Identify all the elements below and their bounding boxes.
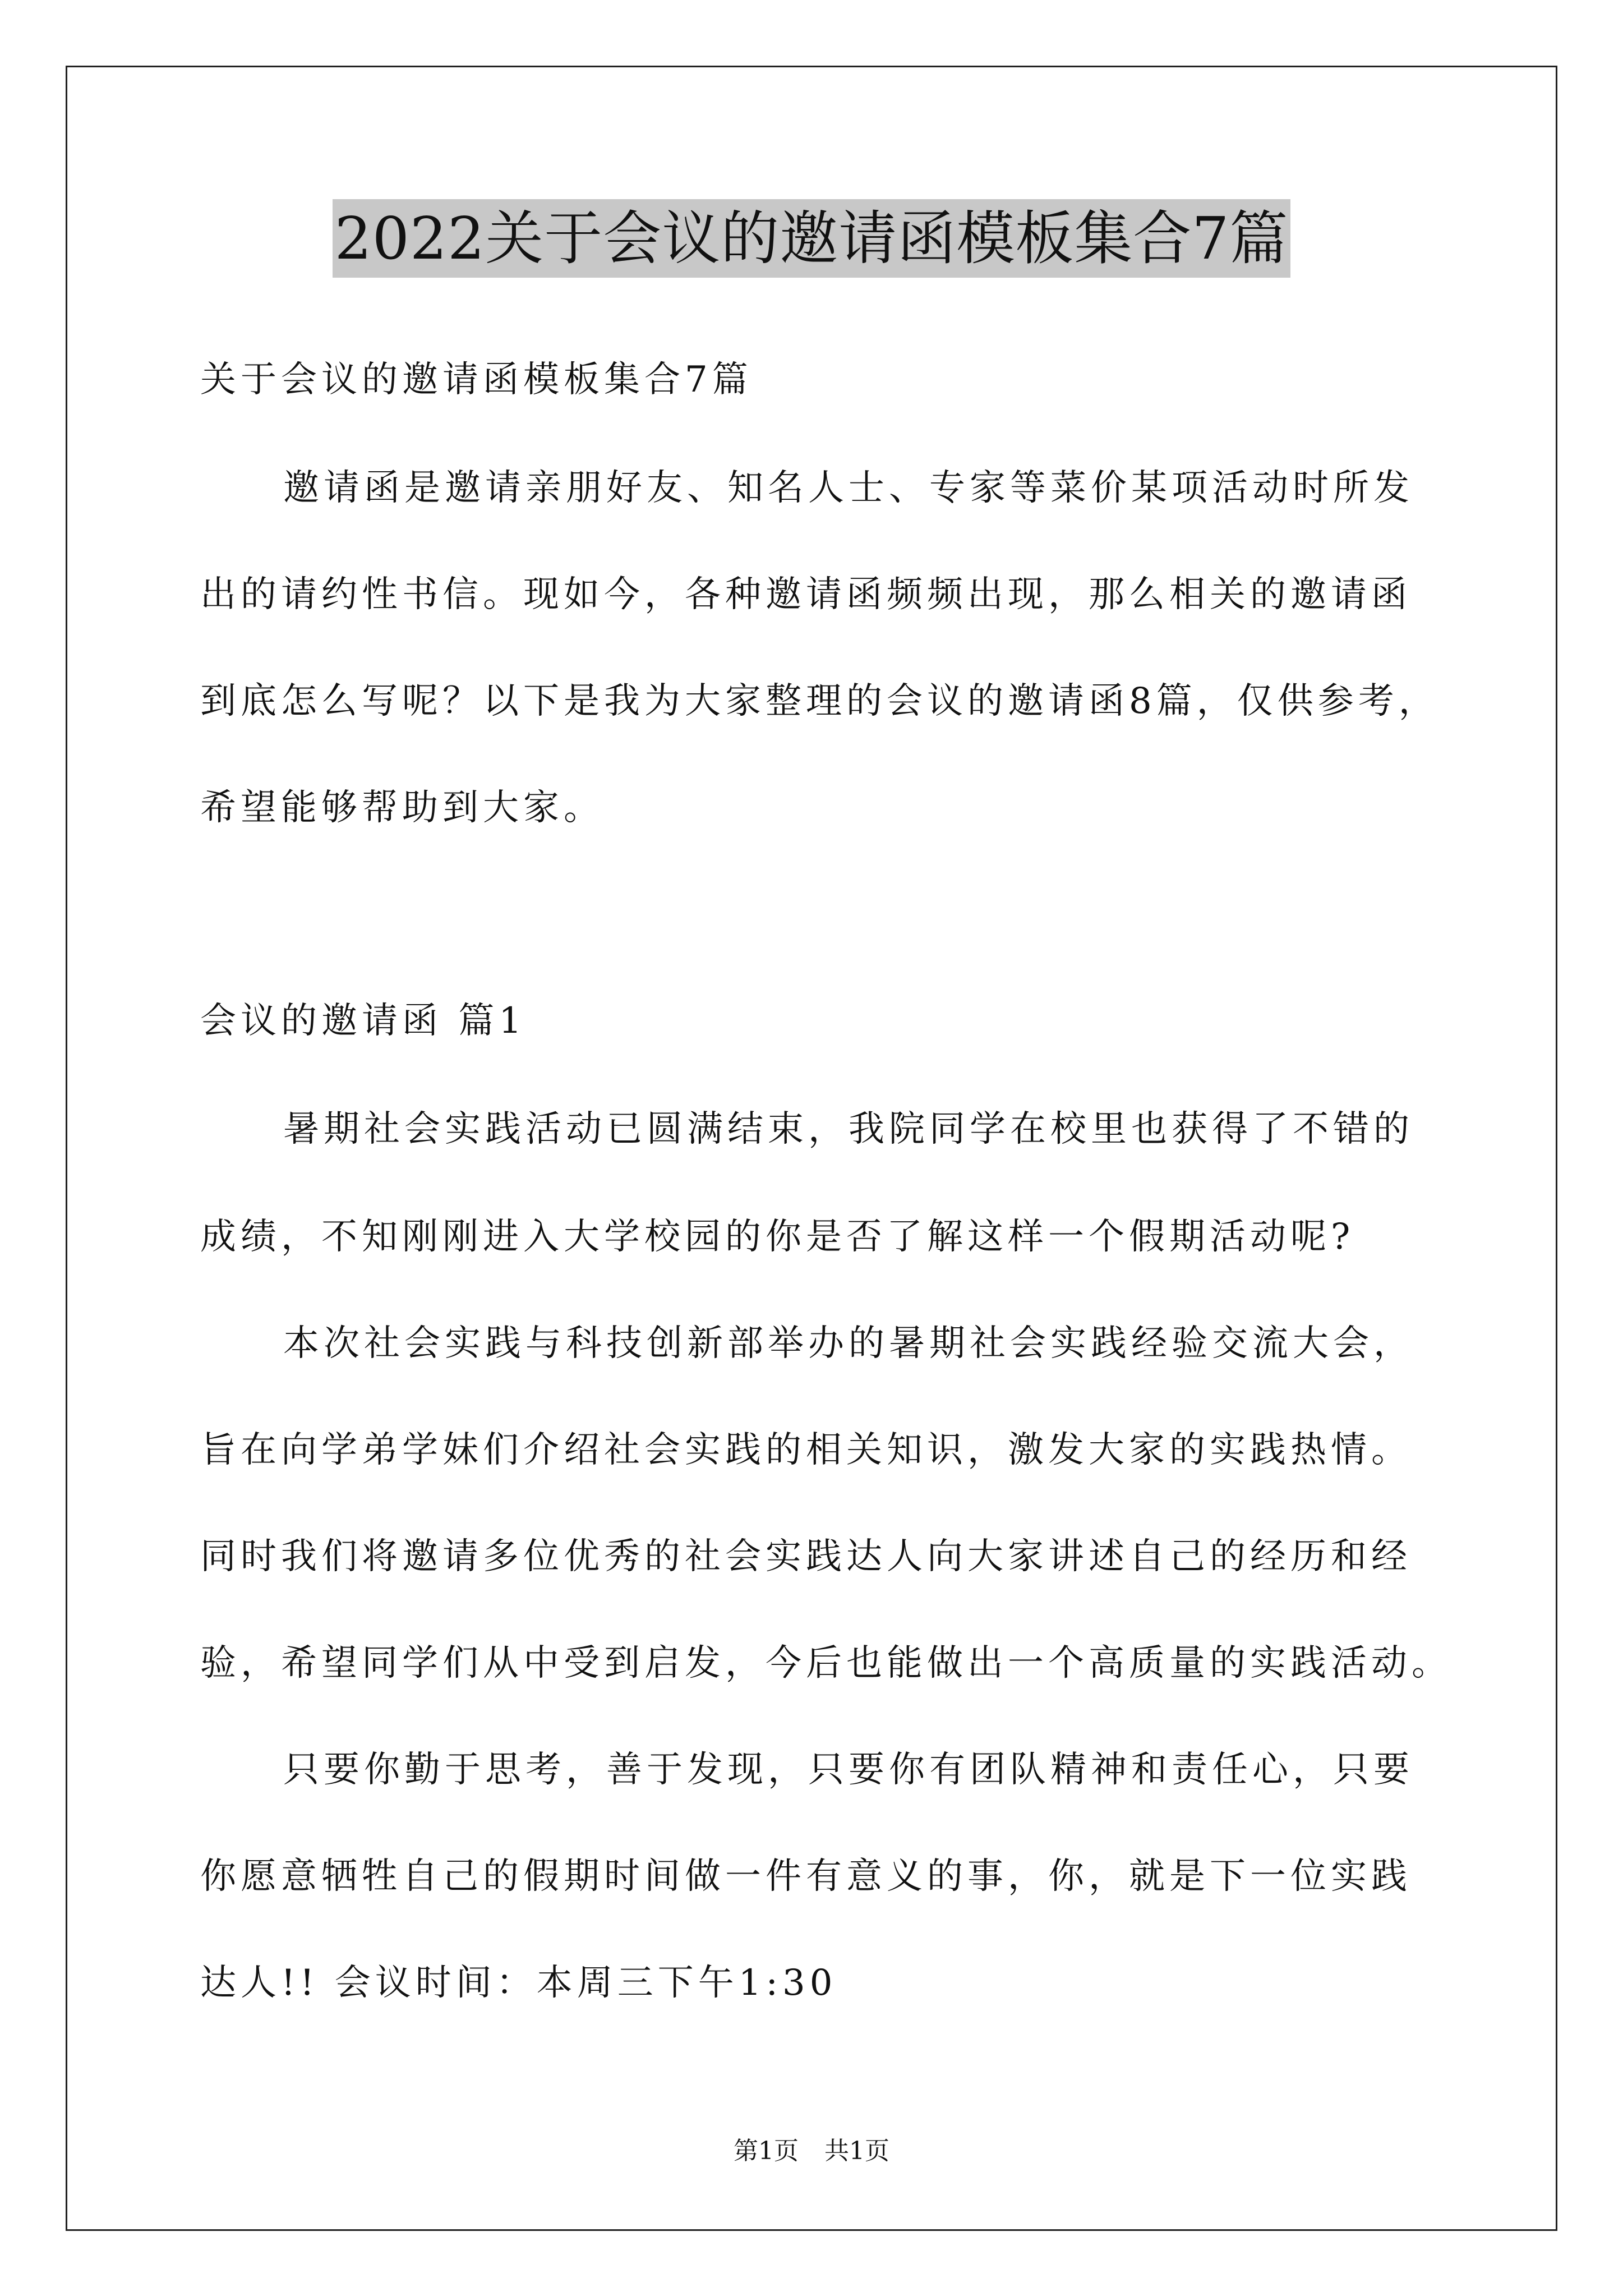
document-subtitle: 关于会议的邀请函模板集合7篇 [200, 359, 753, 401]
page-number: 第1页 [734, 2137, 799, 2165]
intro-line: 出的请约性书信。现如今，各种邀请函频频出现，那么相关的邀请函 [200, 574, 1412, 615]
intro-line: 希望能够帮助到大家。 [200, 787, 604, 829]
title-container [0, 199, 1623, 278]
body-line: 只要你勤于思考，善于发现，只要你有团队精神和责任心，只要 [283, 1749, 1414, 1791]
body-line: 你愿意牺牲自己的假期时间做一件有意义的事，你，就是下一位实践 [200, 1856, 1412, 1897]
body-line: 验，希望同学们从中受到启发，今后也能做出一个高质量的实践活动。 [200, 1642, 1452, 1684]
intro-line: 邀请函是邀请亲朋好友、知名人士、专家等菜价某项活动时所发 [283, 467, 1414, 509]
body-line: 达人!! 会议时间：本周三下午1:30 [200, 1962, 837, 2004]
page-total: 共1页 [824, 2137, 889, 2165]
body-line: 成绩，不知刚刚进入大学校园的你是否了解这样一个假期活动呢? [200, 1216, 1355, 1258]
body-line: 暑期社会实践活动已圆满结束，我院同学在校里也获得了不错的 [283, 1108, 1414, 1150]
document-title: 2022关于会议的邀请函模板集合7篇 [333, 199, 1291, 278]
intro-line: 到底怎么写呢？以下是我为大家整理的会议的邀请函8篇，仅供参考， [200, 680, 1439, 722]
body-line: 同时我们将邀请多位优秀的社会实践达人向大家讲述自己的经历和经 [200, 1536, 1412, 1577]
body-line: 旨在向学弟学妹们介绍社会实践的相关知识，激发大家的实践热情。 [200, 1429, 1412, 1471]
body-line: 本次社会实践与科技创新部举办的暑期社会实践经验交流大会， [283, 1323, 1414, 1364]
page-footer [0, 2134, 1623, 2168]
section-heading: 会议的邀请函 篇1 [200, 1000, 527, 1042]
